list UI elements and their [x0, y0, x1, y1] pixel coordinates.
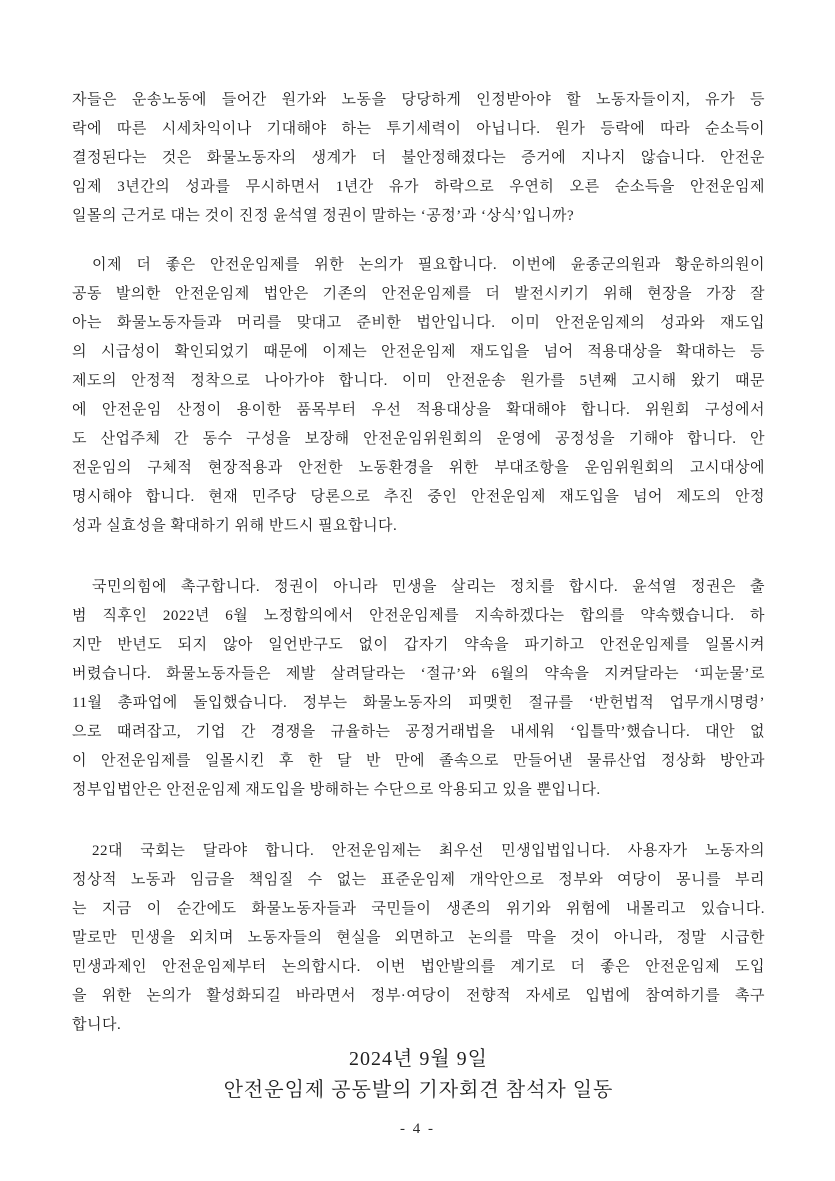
text-line: 이 안전운임제를 일몰시킨 후 한 달 반 만에 졸속으로 만들어낸 물류산업 정상화 방안과 — [72, 753, 765, 769]
paragraph — [72, 251, 765, 541]
date-line: 2024년 9월 9일 — [349, 1048, 488, 1070]
text-line: 국민의힘에 촉구합니다. 정권이 아니라 민생을 살리는 정치를 합시다. 윤석열 정권은 출 — [92, 579, 765, 595]
text-line: 락에 따른 시세차익이나 기대해야 하는 투기세력이 아닙니다. 원가 등락에 따라 순소득이 — [72, 121, 765, 137]
text-line: 의 시급성이 확인되었기 때문에 이제는 안전운임제 재도입을 넘어 적용대상을 확대하는 등 — [72, 344, 765, 360]
paragraph — [72, 573, 765, 805]
text-line: 11월 총파업에 돌입했습니다. 정부는 화물노동자의 피맺힌 절규를 ‘반헌법적 업무개시명령’ — [72, 695, 765, 711]
text-line: 일몰의 근거로 대는 것이 진정 윤석열 정권이 말하는 ‘공정’과 ‘상식’입니까? — [72, 208, 575, 224]
text-line: 지만 반년도 되지 않아 일언반구도 없이 갑자기 약속을 파기하고 안전운임제를 일몰시켜 — [72, 637, 765, 653]
text-line: 범 직후인 2022년 6월 노정합의에서 안전운임제를 지속하겠다는 합의를 약속했습니다. 하 — [72, 608, 765, 624]
text-line: 을 위한 논의가 활성화되길 바라면서 정부·여당이 전향적 자세로 입법에 참여하기를 촉구 — [72, 988, 765, 1004]
text-line: 이제 더 좋은 안전운임제를 위한 논의가 필요합니다. 이번에 윤종군의원과 황운하의원이 — [92, 257, 765, 273]
text-line: 는 지금 이 순간에도 화물노동자들과 국민들이 생존의 위기와 위험에 내몰리고 있습니다. — [72, 901, 765, 917]
text-line: 합니다. — [72, 1017, 122, 1033]
text-line: 아는 화물노동자들과 머리를 맞대고 준비한 법안입니다. 이미 안전운임제의 성과와 재도입 — [72, 315, 765, 331]
document-body — [72, 86, 765, 1106]
text-line: 자들은 운송노동에 들어간 원가와 노동을 당당하게 인정받아야 할 노동자들이지, 유가 등 — [72, 92, 765, 108]
text-line: 제도의 안정적 정착으로 나아가야 합니다. 이미 안전운송 원가를 5년째 고시해 왔기 때문 — [72, 373, 765, 389]
paragraph — [72, 837, 765, 1040]
signature-line: 안전운임제 공동발의 기자회견 참석자 일동 — [223, 1079, 614, 1101]
text-line: 말로만 민생을 외치며 노동자들의 현실을 외면하고 논의를 막을 것이 아니라, 정말 시급한 — [72, 930, 765, 946]
paragraphs-container — [72, 86, 765, 1040]
text-line: 전운임의 구체적 현장적용과 안전한 노동환경을 위한 부대조항을 운임위원회의 고시대상에 — [72, 460, 765, 476]
text-line: 정부입법안은 안전운임제 재도입을 방해하는 수단으로 악용되고 있을 뿐입니다. — [72, 782, 601, 798]
text-line: 명시해야 합니다. 현재 민주당 당론으로 추진 중인 안전운임제 재도입을 넘어 제도의 안정 — [72, 489, 765, 505]
text-line: 공동 발의한 안전운임제 법안은 기존의 안전운임제를 더 발전시키기 위해 현장을 가장 잘 — [72, 286, 765, 302]
text-line: 버렸습니다. 화물노동자들은 제발 살려달라는 ‘절규’와 6월의 약속을 지켜달라는 ‘피눈물’로 — [72, 666, 765, 682]
text-line: 정상적 노동과 임금을 책임질 수 없는 표준운임제 개악안으로 정부와 여당이 몽니를 부리 — [72, 872, 765, 888]
text-line: 민생과제인 안전운임제부터 논의합시다. 이번 법안발의를 계기로 더 좋은 안전운임제 도입 — [72, 959, 765, 975]
page-number: - 4 - — [400, 1121, 435, 1137]
text-line: 으로 때려잡고, 기업 간 경쟁을 규율하는 공정거래법을 내세워 ‘입틀막’했습니다. 대안 없 — [72, 724, 765, 740]
text-line: 22대 국회는 달라야 합니다. 안전운임제는 최우선 민생입법입니다. 사용자가 노동자의 — [92, 843, 765, 859]
text-line: 에 안전운임 산정이 용이한 품목부터 우선 적용대상을 확대해야 합니다. 위원회 구성에서 — [72, 402, 765, 418]
text-line: 성과 실효성을 확대하기 위해 반드시 필요합니다. — [72, 518, 398, 534]
text-line: 결정된다는 것은 화물노동자의 생계가 더 불안정해졌다는 증거에 지나지 않습니다. 안전운 — [72, 150, 765, 166]
text-line: 도 산업주체 간 동수 구성을 보장해 안전운임위원회의 운영에 공정성을 기해야 합니다. 안 — [72, 431, 765, 447]
text-line: 임제 3년간의 성과를 무시하면서 1년간 유가 하락으로 우연히 오른 순소득을 안전운임제 — [72, 179, 765, 195]
paragraph — [72, 86, 765, 231]
